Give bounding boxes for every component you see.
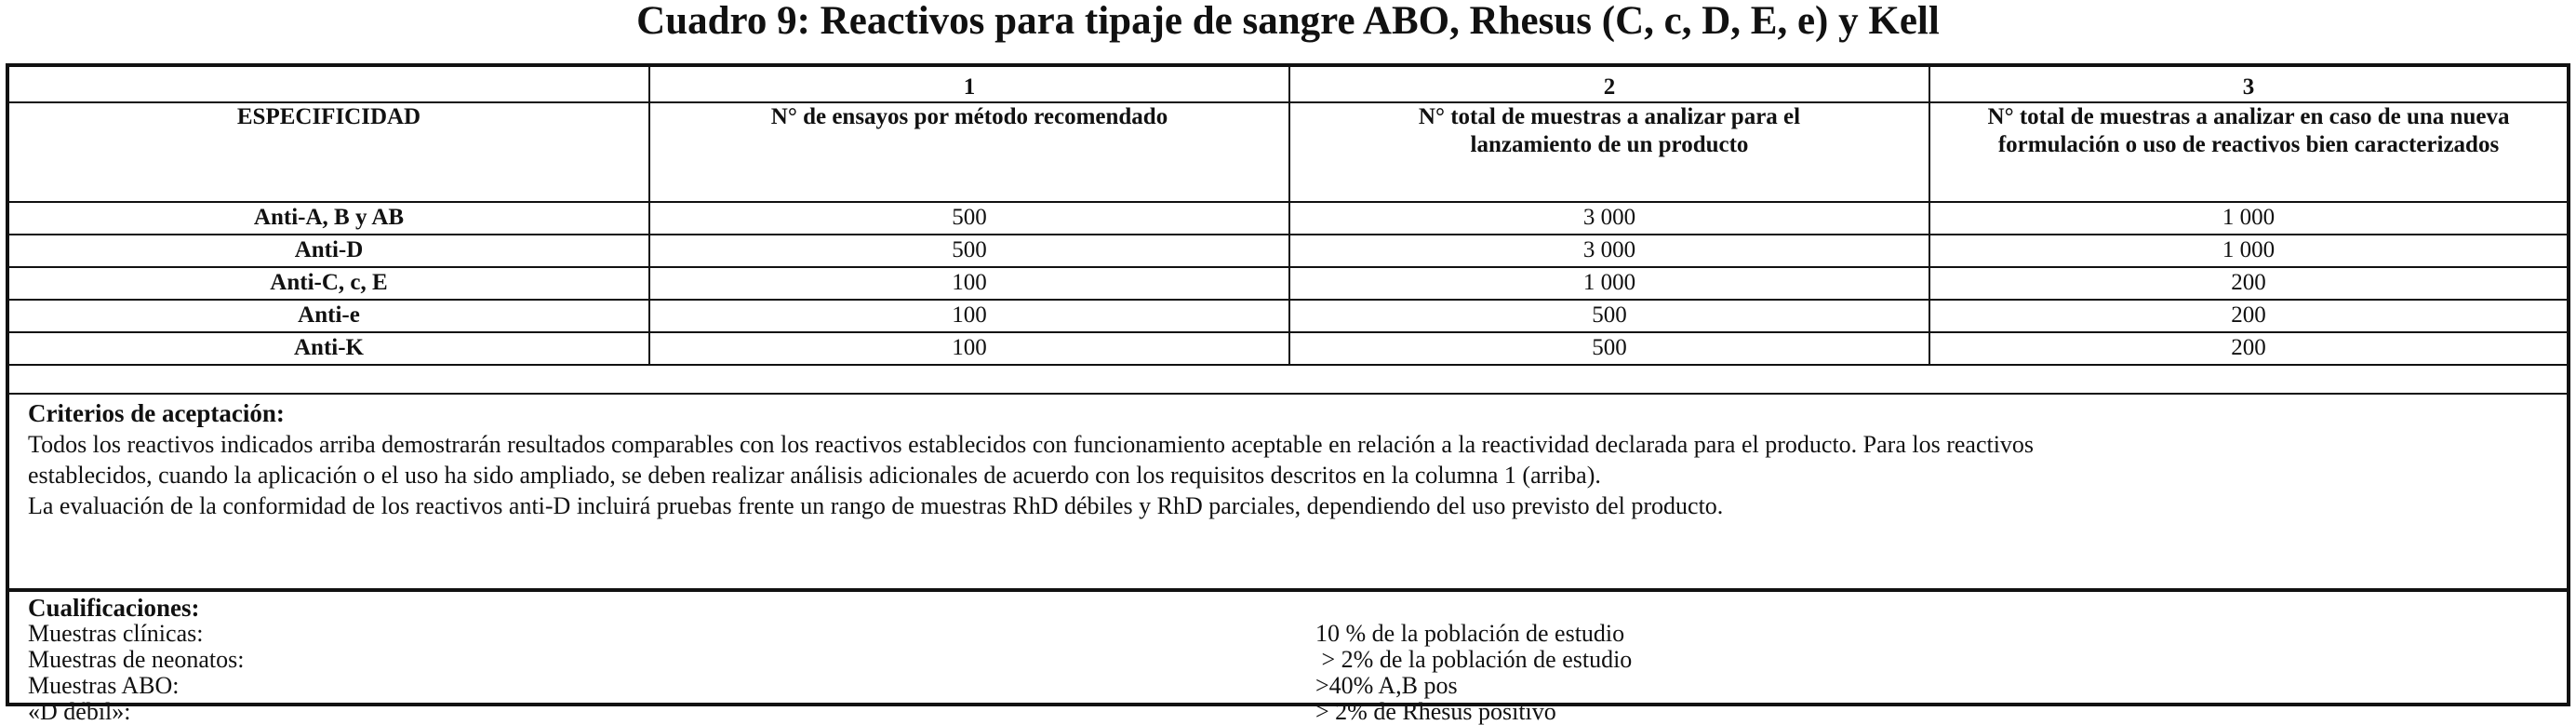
qualification-item	[28, 621, 2550, 647]
specificity-cell: Anti-D	[9, 235, 649, 267]
column-number-cell: 1	[649, 67, 1289, 102]
column-header: N° total de muestras a analizar para el lanzamiento de un producto	[1289, 102, 1929, 202]
acceptance-criteria-heading: Criterios de aceptación:	[28, 399, 285, 427]
column-header: N° de ensayos por método recomendado	[649, 102, 1289, 202]
qualification-label: «D débil»:	[28, 698, 131, 725]
qualification-value: 10 % de la población de estudio	[1315, 620, 1625, 647]
table-row	[9, 267, 2567, 300]
assays-cell: 500	[649, 235, 1289, 267]
specificity-cell: Anti-e	[9, 300, 649, 332]
qualification-item	[28, 673, 2550, 699]
release-cell: 500	[1289, 332, 1929, 365]
qualification-value: > 2% de la población de estudio	[1315, 646, 1633, 673]
release-cell: 500	[1289, 300, 1929, 332]
criteria-line: establecidos, cuando la aplicación o el uso ha sido ampliado, se deben realizar análisis adicionales de acuerdo con los requisitos descritos en la columna 1 (arriba).	[28, 462, 1601, 489]
column-number-row	[9, 67, 2567, 102]
table-row	[9, 332, 2567, 365]
qualification-label: Muestras ABO:	[28, 672, 180, 699]
criteria-line: La evaluación de la conformidad de los reactivos anti-D incluirá pruebas frente un rango de muestras RhD débiles y RhD parciales, dependiendo del uso previsto del producto.	[28, 492, 1724, 519]
reagent-table-frame	[6, 63, 2570, 725]
table-title: Cuadro 9: Reactivos para tipaje de sangre ABO, Rhesus (C, c, D, E, e) y Kell	[636, 0, 1940, 43]
criteria-line: Todos los reactivos indicados arriba demostrarán resultados comparables con los reactivos establecidos con funcionamiento aceptable en relación a la reactividad declarada para el producto. Para los reactivos	[28, 431, 2035, 458]
reagent-table	[9, 67, 2567, 366]
qualification-label: Muestras clínicas:	[28, 620, 204, 647]
column-number-cell: 3	[1929, 67, 2567, 102]
column-number-cell: 2	[1289, 67, 1929, 102]
specificity-cell: Anti-C, c, E	[9, 267, 649, 300]
specificity-cell: Anti-K	[9, 332, 649, 365]
acceptance-criteria-section	[9, 393, 2567, 592]
release-cell: 1 000	[1289, 267, 1929, 300]
release-cell: 3 000	[1289, 235, 1929, 267]
new-formulation-cell: 1 000	[1929, 235, 2567, 267]
qualification-label: Muestras de neonatos:	[28, 646, 245, 673]
qualification-item	[28, 647, 2550, 673]
qualification-value: > 2% de Rhesus positivo	[1315, 698, 1556, 725]
column-header: ESPECIFICIDAD	[9, 102, 649, 202]
assays-cell: 100	[649, 300, 1289, 332]
column-number-cell	[9, 67, 649, 102]
column-header: N° total de muestras a analizar en caso de una nueva formulación o uso de reactivos bien caracterizados	[1929, 102, 2567, 202]
table-row	[9, 300, 2567, 332]
table-row	[9, 235, 2567, 267]
qualifications-section	[9, 592, 2567, 725]
new-formulation-cell: 200	[1929, 300, 2567, 332]
release-cell: 3 000	[1289, 202, 1929, 235]
specificity-cell: Anti-A, B y AB	[9, 202, 649, 235]
assays-cell: 100	[649, 267, 1289, 300]
qualification-value: >40% A,B pos	[1315, 672, 1458, 699]
header-row	[9, 102, 2567, 202]
table-row	[9, 202, 2567, 235]
qualifications-heading: Cualificaciones:	[28, 594, 200, 622]
qualification-item	[28, 699, 2550, 725]
assays-cell: 500	[649, 202, 1289, 235]
new-formulation-cell: 200	[1929, 332, 2567, 365]
assays-cell: 100	[649, 332, 1289, 365]
new-formulation-cell: 200	[1929, 267, 2567, 300]
new-formulation-cell: 1 000	[1929, 202, 2567, 235]
